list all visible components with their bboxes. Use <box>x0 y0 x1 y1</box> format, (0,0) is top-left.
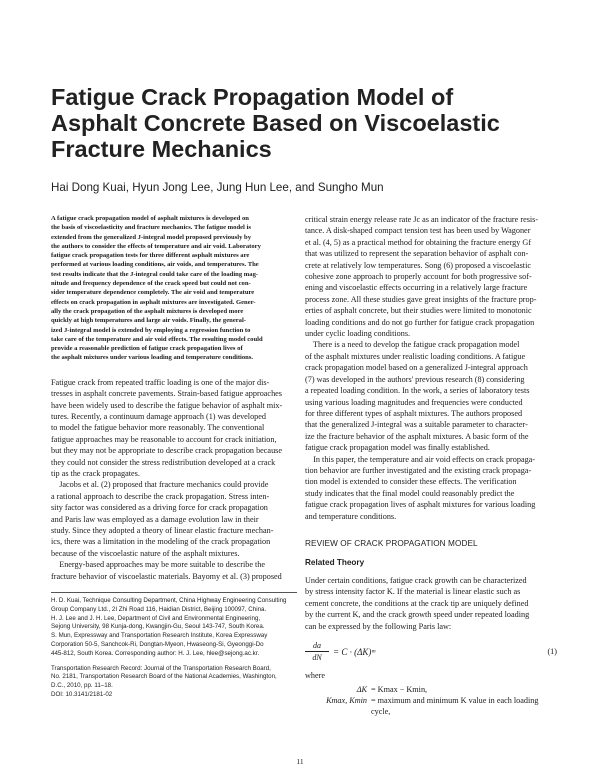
paper-title <box>51 84 551 162</box>
abstract-line: the authors to consider the effects of temperature and air void. Laboratory <box>51 242 261 250</box>
paris-law-equation <box>305 640 557 666</box>
definition-term: Kmax, Kmin <box>326 696 367 706</box>
text-line: and Paris law was employed as a damage evolution law in their <box>51 514 259 524</box>
abstract-line: ally the crack propagation of the asphalt mixtures is developed more <box>51 307 244 315</box>
text-line: fatigue approaches may be reasonable to account for crack initiation, <box>51 434 277 444</box>
abstract-line: take care of the temperature and air void effects. The resulting model could <box>51 335 263 343</box>
text-line: tip as the crack propagates. <box>51 469 140 478</box>
title-line: Fracture Mechanics <box>51 136 272 162</box>
definition-row <box>305 695 557 706</box>
text-line: Jacobs et al. (2) proposed that fracture mechanics could provide <box>51 480 269 490</box>
text-line: tresses in asphalt concrete pavements. Strain-based fatigue approaches <box>51 389 282 399</box>
text-line: Energy-based approaches may be more suitable to describe the <box>51 560 266 570</box>
text-line: a repeated loading condition. In the work, a series of laboratory tests <box>305 386 530 396</box>
abstract-line: performed at various loading conditions, air voids, and temperatures. The <box>51 261 259 269</box>
author-affiliations <box>51 597 297 659</box>
text-line: that the generalized J-integral was a suitable parameter to character- <box>305 420 528 430</box>
definition-row <box>305 684 557 695</box>
text-line: erties of asphalt concrete, but their studies were limited to monotonic <box>305 306 532 316</box>
text-line: to model the fatigue behavior more reasonably. The conventional <box>51 423 265 433</box>
text-line: for three different types of asphalt mixtures. The authors proposed <box>305 408 523 418</box>
equation-fraction <box>305 640 329 663</box>
where-label: where <box>305 671 326 680</box>
continued-paragraphs <box>305 214 557 522</box>
paragraph <box>305 214 557 339</box>
abstract-line: fatigue crack propagation tests for three different asphalt mixtures are <box>51 252 250 260</box>
paragraph <box>305 454 557 522</box>
journal-line: No. 2181, Transportation Research Board of the National Academies, Washington, <box>51 673 277 681</box>
abstract-line: A fatigue crack propagation model of asphalt mixtures is developed on <box>51 215 249 222</box>
text-line: crete at relatively low temperatures. Song (6) proposed a viscoelastic <box>305 260 531 270</box>
right-column <box>305 214 557 717</box>
footnote-line: Sejong University, 98 Kunja-dong, Kwangjin-Gu, Seoul 143-747, South Korea. <box>51 623 265 631</box>
text-line: but they may not be appropriate to describe crack propagation because <box>51 446 282 456</box>
text-line: and temperature conditions. <box>305 511 397 521</box>
text-line: Fatigue crack from repeated traffic loading is one of the major dis- <box>51 377 270 387</box>
theory-line: by the current K, and the crack growth speed under repeated loading <box>305 610 530 620</box>
footnote-line: H. J. Lee and J. H. Lee, Department of Civil and Environmental Engineering, <box>51 614 261 622</box>
abstract-line: nitude and frequency dependence of the crack speed but could not con- <box>51 280 251 288</box>
text-line: fracture behavior of viscoelastic materials. Bayomy et al. (3) proposed <box>51 571 282 581</box>
text-line: tion model is extended to consider these effects. The verification <box>305 477 517 487</box>
subsection-heading: Related Theory <box>305 557 365 567</box>
journal-line: Transportation Research Record: Journal of the Transportation Research Board, <box>51 664 271 672</box>
journal-line: D.C., 2010, pp. 11–18. <box>51 682 113 690</box>
author-list: Hai Dong Kuai, Hyun Jong Lee, Jung Hun Lee, and Sungho Mun <box>51 181 384 194</box>
theory-line: Under certain conditions, fatigue crack growth can be characterized <box>305 575 527 585</box>
footnote-line: S. Mun, Expressway and Transportation Research Institute, Korea Expressway <box>51 632 268 640</box>
text-line: There is a need to develop the fatigue crack propagation model <box>305 340 520 350</box>
text-line: because of the viscoelastic nature of the asphalt mixtures. <box>51 548 240 558</box>
abstract-line: quickly at high temperatures and large air voids. Finally, the general- <box>51 317 247 325</box>
abstract-line: effects on crack propagation in asphalt mixtures are investigated. Gener- <box>51 298 256 306</box>
text-line: a rational approach to describe the crack propagation. Stress inten- <box>51 491 270 501</box>
section-heading: REVIEW OF CRACK PROPAGATION MODEL <box>305 538 478 548</box>
footnote-line: 445-812, South Korea. Corresponding author: H. J. Lee, hlee@sejong.ac.kr. <box>51 649 260 657</box>
footnote-line: Group Company Ltd., 2I Zhi Road 116, Haidian District, Beijing 100097, China. <box>51 605 267 613</box>
abstract <box>51 214 297 363</box>
text-line: cohesive zone approach to properly account for both progressive sof- <box>305 272 532 282</box>
text-line: ize the fracture behavior of the asphalt mixtures. A basic form of the <box>305 431 529 441</box>
abstract-line: the basis of viscoelasticity and fracture mechanics. The fatigue model is <box>51 224 251 232</box>
definition-text: cycle, <box>371 707 391 717</box>
text-line: of the asphalt mixtures under realistic loading conditions. A fatigue <box>305 351 526 361</box>
definition-term: ΔK <box>356 685 367 695</box>
text-line: tures. Recently, a continuum damage approach (1) was developed <box>51 411 266 421</box>
equation-rhs: = C · (ΔK)ᵐ <box>333 647 376 657</box>
text-line: fatigue crack propagation lives of asphalt mixtures for various loading <box>305 500 536 510</box>
text-line: loading conditions and do not go further for fatigue crack propagation <box>305 317 535 327</box>
equation-numerator: da <box>305 640 329 652</box>
abstract-line: the asphalt mixtures under various loading and temperature conditions. <box>51 354 254 362</box>
text-line: study indicates that the final model could reasonably predict the <box>305 488 515 498</box>
text-line: under cyclic loading conditions. <box>305 329 411 339</box>
theory-line: by stress intensity factor K. If the material is linear elastic such as <box>305 587 521 597</box>
text-line: tion behavior are further investigated and the existing crack propaga- <box>305 465 532 475</box>
text-line: ening and viscoelastic effects occurring in a relatively large fracture <box>305 283 528 293</box>
paragraph <box>305 339 557 453</box>
theory-line: can be expressed by the following Paris law: <box>305 621 452 631</box>
journal-line: DOI: 10.3141/2181-02 <box>51 691 113 699</box>
abstract-line: extended from the generalized J-integral model proposed previously by <box>51 233 251 241</box>
paragraph <box>51 377 297 480</box>
abstract-line: sider temperature dependence completely. The air void and temperature <box>51 289 255 297</box>
text-line: fatigue crack propagation model was finally established. <box>305 443 490 453</box>
abstract-line: test results indicate that the J-integral could take care of the loading mag- <box>51 270 259 278</box>
text-line: study. Since they adopted a theory of linear elastic fracture mechan- <box>51 526 274 536</box>
equation-denominator: dN <box>312 653 322 662</box>
title-line: Fatigue Crack Propagation Model of <box>51 84 454 110</box>
text-line: have been widely used to describe the fatigue behavior of asphalt mix- <box>51 400 283 410</box>
intro-paragraphs <box>51 377 297 582</box>
definitions <box>305 684 557 717</box>
text-line: sity factor was considered as a driving force for crack propagation <box>51 503 268 513</box>
definition-row <box>305 706 557 717</box>
text-line: tance. A disk-shaped compact tension test has been used by Wagoner <box>305 226 531 236</box>
text-line: ics, there was a limitation in the modeling of the crack propagation <box>51 537 271 547</box>
definition-text: = maximum and minimum K value in each loading <box>371 696 539 706</box>
theory-line: cement concrete, the conditions at the crack tip are uniquely defined <box>305 598 529 608</box>
text-line: crack propagation model based on a generalized J-integral approach <box>305 363 528 373</box>
paragraph <box>51 479 297 559</box>
text-line: process zone. All these studies gave great insights of the fracture prop- <box>305 294 537 304</box>
left-column <box>51 214 297 700</box>
text-line: using various loading magnitudes and frequencies were conducted <box>305 397 523 407</box>
footnote-line: Corporation 50-5, Sanchcok-Ri, Dongtan-Myeon, Hwaseong-Si, Gyeonggi-Do <box>51 641 264 649</box>
abstract-line: ized J-integral model is extended by employing a regression function to <box>51 326 251 334</box>
page-number: 11 <box>296 757 304 766</box>
journal-citation <box>51 665 297 700</box>
paragraph <box>51 559 297 582</box>
text-line: they could not consider the stress redistribution developed at a crack <box>51 457 276 467</box>
text-line: (7) was developed in the authors' previous research (8) considering <box>305 374 525 384</box>
text-line: In this paper, the temperature and air void effects on crack propaga- <box>305 454 536 464</box>
definition-text: = Kmax − Kmin, <box>371 685 428 695</box>
text-line: et al. (4, 5) as a practical method for obtaining the fracture energy Gf <box>305 237 532 247</box>
title-line: Asphalt Concrete Based on Viscoelastic <box>51 110 500 136</box>
footnote-line: H. D. Kuai, Technique Consulting Department, China Highway Engineering Consulting <box>51 597 287 605</box>
theory-paragraph <box>305 575 557 632</box>
text-line: that was utilized to represent the separation behavior of asphalt con- <box>305 249 529 259</box>
abstract-line: provide a reasonable prediction of fatigue crack propagation lives of <box>51 345 243 353</box>
equation-number: (1) <box>547 647 557 656</box>
text-line: critical strain energy release rate Jc as an indicator of the fracture resis- <box>305 215 539 224</box>
